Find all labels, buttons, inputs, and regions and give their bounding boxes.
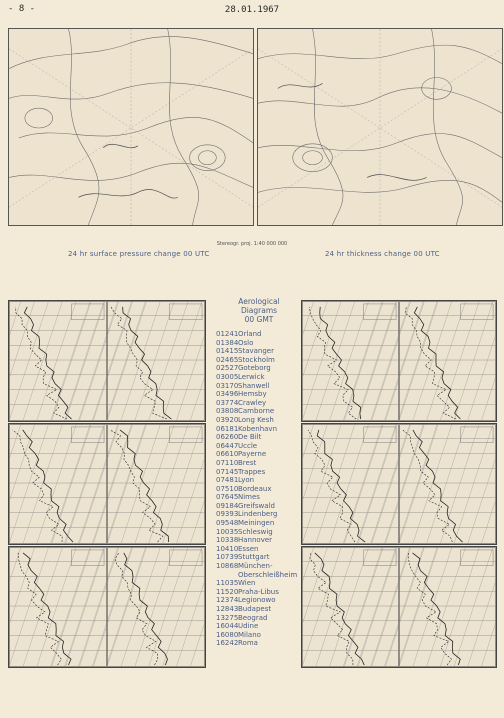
station-id: 07645 [216,493,239,502]
station-item [216,468,302,477]
aerological-diagram-panel-4 [301,300,497,422]
station-id: 16242 [216,639,239,648]
station-item [216,562,302,571]
station-id: 12843 [216,605,239,613]
station-name: Stockholm [238,355,275,364]
station-item [216,519,302,528]
station-name: Oslo [238,338,254,347]
station-name: Stavanger [238,347,274,356]
projection-note: Stereogr. proj. 1:40 000 000 [216,241,288,247]
station-name: Milano [238,630,261,639]
station-item [216,442,302,451]
aerological-diagram-panel-1 [8,300,206,422]
station-name: Goteborg [238,364,271,373]
station-item [216,356,302,365]
station-id: 03808 [216,407,239,416]
legend-title-line: Aerological [238,297,280,306]
station-id: 01384 [216,338,239,347]
station-name: Legionowo [238,596,276,605]
aerological-diagram-drawing [9,424,205,544]
station-id: 11035 [216,579,239,588]
surface-pressure-map-caption: 24 hr surface pressure change 00 UTC [68,250,210,258]
station-id: 01415 [216,347,239,356]
station-item [216,579,302,588]
station-list [216,330,302,648]
aerological-diagram-drawing [9,301,205,421]
station-item [216,502,302,511]
station-name: Lerwick [238,372,265,381]
station-name: Shanwell [238,381,270,390]
station-name: München- [238,562,273,571]
station-id: 10035 [216,527,239,536]
station-item [216,528,302,537]
station-name: Hemsby [238,390,267,399]
station-name: Uccle [238,441,258,450]
station-id: 06181 [216,424,239,433]
station-id: 03170 [216,381,239,390]
aerological-diagram-panel-2 [8,423,206,545]
station-item [216,459,302,468]
station-item [216,588,302,597]
station-name: Lyon [238,476,255,485]
station-name: Kobenhavn [238,424,278,433]
station-id: 16044 [216,622,239,631]
station-name: Roma [238,639,258,648]
thickness-map-drawing [258,29,502,225]
station-name: Praha-Libus [238,587,279,596]
station-name: Udine [238,622,259,631]
station-item [216,364,302,373]
station-id: 07481 [216,476,239,485]
aerological-diagram-drawing [302,301,496,421]
station-item [216,339,302,348]
station-item [216,476,302,485]
station-id: 07510 [216,484,239,493]
station-item [216,407,302,416]
station-item [216,373,302,382]
station-item [216,614,302,623]
station-item [216,450,302,459]
station-name: Beograd [238,613,268,622]
station-id: 06260 [216,433,239,442]
station-item [216,596,302,605]
surface-pressure-change-map [8,28,254,226]
station-item [216,631,302,640]
station-id: 10868 [216,562,239,571]
station-item [216,399,302,408]
station-name: Schleswig [238,527,273,536]
station-item [216,536,302,545]
page-date: 28.01.1967 [224,5,280,15]
station-item [216,493,302,502]
station-id: 10410 [216,544,239,553]
station-name: Payerne [238,450,267,459]
station-item [216,485,302,494]
station-item [216,639,302,648]
station-name: Essen [238,544,259,553]
station-item [216,347,302,356]
station-id: 06447 [216,441,239,450]
station-item [216,605,302,614]
station-name: Greifswald [238,501,275,510]
station-id: 03774 [216,398,239,407]
station-name: Long Kesh [238,415,274,424]
station-id: 03496 [216,390,239,399]
station-id: 10338 [216,536,239,545]
station-item [216,553,302,562]
aerological-legend [216,297,302,648]
aerological-diagram-drawing [302,424,496,544]
station-item [216,416,302,425]
station-id: 13275 [216,613,239,622]
aerological-diagram-drawing [9,547,205,667]
station-name: Bordeaux [238,484,272,493]
station-id: 07145 [216,467,239,476]
aerological-diagram-panel-3 [8,546,206,668]
station-name: Trappes [238,467,266,476]
station-name: Stuttgart [238,553,270,562]
legend-title-line: Diagrams [240,306,278,315]
station-item [216,571,302,580]
aerological-diagram-panel-5 [301,423,497,545]
station-item [216,390,302,399]
station-name: Orland [238,330,262,338]
station-id: 02465 [216,355,239,364]
thickness-map-caption: 24 hr thickness change 00 UTC [325,250,440,258]
station-id: 09548 [216,519,239,528]
station-id [216,571,238,580]
station-id: 03920 [216,415,239,424]
aerological-diagram-drawing [302,547,496,667]
station-item [216,545,302,554]
station-item [216,510,302,519]
station-id: 03005 [216,372,239,381]
station-id: 09393 [216,510,239,519]
station-id: 07110 [216,458,239,467]
station-name: De Bilt [238,433,262,442]
legend-title-line: 00 GMT [244,315,274,324]
station-name: Crawley [238,398,267,407]
station-name: Lindenberg [238,510,278,519]
station-id: 11520 [216,587,239,596]
thickness-change-map [257,28,503,226]
station-name: Meiningen [238,519,275,528]
page-number: - 8 - [8,4,36,14]
station-item [216,382,302,391]
station-name: Brest [238,458,257,467]
station-id: 09184 [216,501,239,510]
station-item [216,330,302,339]
aerological-diagram-panel-6 [301,546,497,668]
station-id: 02527 [216,364,239,373]
legend-title [216,297,302,324]
station-id: 12374 [216,596,239,605]
surface-pressure-map-drawing [9,29,253,225]
station-name: Nimes [238,493,260,502]
station-id: 16080 [216,630,239,639]
station-id: 10739 [216,553,239,562]
station-name: Camborne [238,407,275,416]
station-id: 06610 [216,450,239,459]
station-name: Hannover [238,536,273,545]
station-item [216,425,302,434]
station-id: 01241 [216,330,239,338]
station-name: Wien [238,579,256,588]
station-name: Oberschleißheim [238,570,298,579]
station-item [216,622,302,631]
station-name: Budapest [238,605,272,613]
station-item [216,433,302,442]
